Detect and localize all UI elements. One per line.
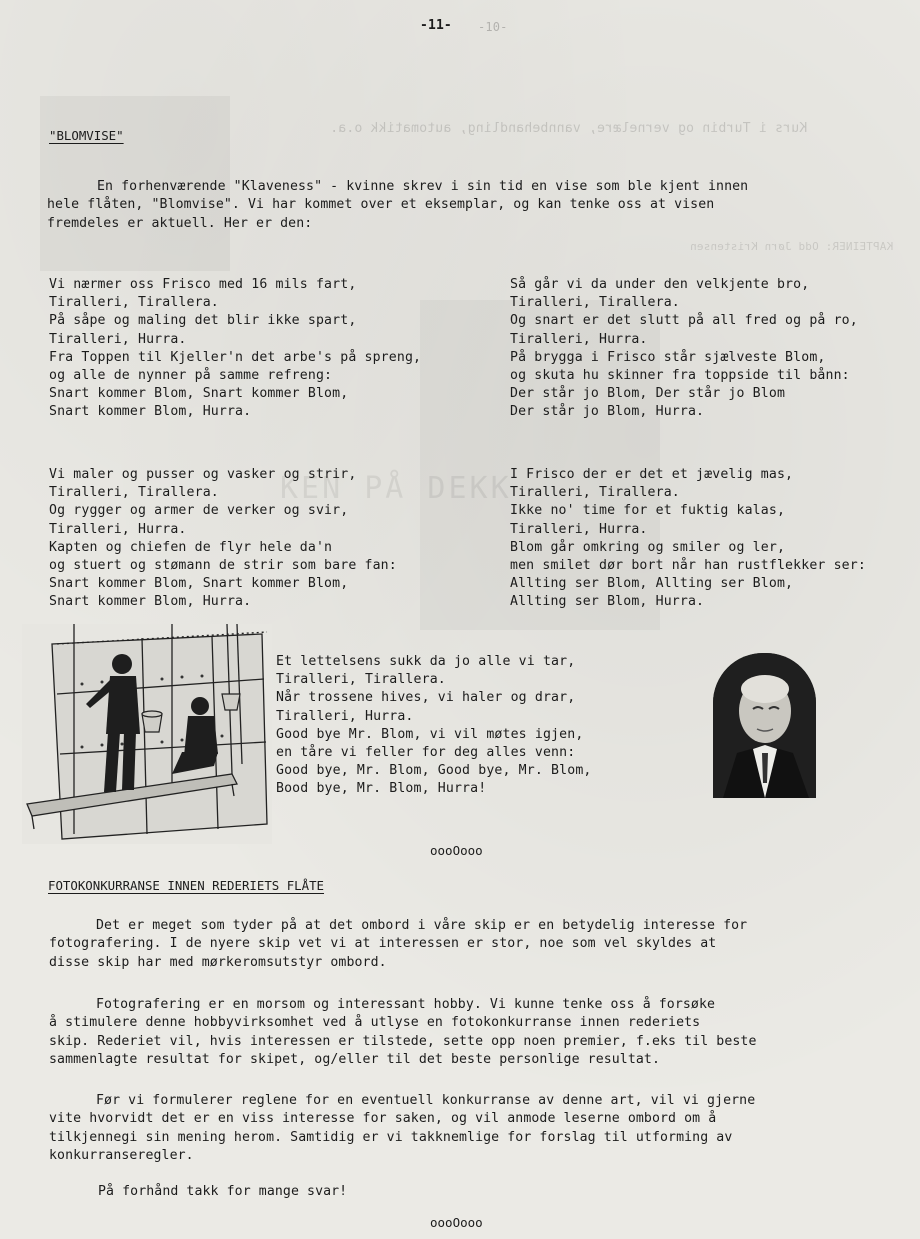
fotokonkurranse-para-2: Fotografering er en morsom og interessant hobby. Vi kunne tenke oss å forsøke å stimulere denne hobbyvirksomhet ved å utlyse en fotokonkurranse innen rederiets skip. Rederiet vil, hvis interessen er tilstede, sette opp noen premier, f.eks til beste sammenlagte resultat for skipet, og/eller til det beste personlige resultat. [49,997,757,1068]
fotokonkurranse-para-1: Det er meget som tyder på at det ombord i våre skip er en betydelig interesse for fotografering. I de nyere skip vet vi at interessen er stor, noe som vel skyldes at disse skip har med mørkeromsutstyr ombord. [49,918,748,970]
separator-2: oooOooo [430,1215,483,1230]
verse-1: Vi nærmer oss Frisco med 16 mils fart, Tiralleri, Tirallera. På såpe og maling det blir ikke spart, Tiralleri, Hurra. Fra Toppen til Kjeller'n det arbe's på spreng, og alle de nynner på samme refreng: Snart kommer Blom, Snart kommer Blom, Snart kommer Blom, Hurra. [49,277,422,420]
verse-2: Så går vi da under den velkjente bro, Tiralleri, Tirallera. Og snart er det slutt på all fred og på ro, Tiralleri, Hurra. På brygga i Frisco står sjælveste Blom, og skuta hu skinner fra toppside til bånn: Der står jo Blom, Der står jo Blom Der står jo Blom, Hurra. [510,277,858,420]
portrait-photo [713,653,816,798]
ghost-page-number: -10- [478,20,508,34]
verse-4: I Frisco der er det et jævelig mas, Tiralleri, Tirallera. Ikke no' time for et fuktig kalas, Tiralleri, Hurra. Blom går omkring og smiler og ler, men smilet dør bort når han rustflekker ser: Allting ser Blom, Allting ser Blom, Allting ser Blom, Hurra. [510,467,866,610]
bleed-through-text-2: KAPTEINER: Odd Jørn Kristensen [690,240,894,253]
section-title-fotokonkurranse: FOTOKONKURRANSE INNEN REDERIETS FLÅTE [48,878,325,893]
separator-1: oooOooo [430,843,483,858]
verse-5: Et lettelsens sukk da jo alle vi tar, Tiralleri, Tirallera. Når trossene hives, vi haler og drar, Tiralleri, Hurra. Good bye Mr. Blom, vi vil møtes igjen, en tåre vi feller for deg alles venn: Good bye, Mr. Blom, Good bye, Mr. Blom, Bood bye, Mr. Blom, Hurra! [276,654,592,797]
fotokonkurranse-para-3: Før vi formulerer reglene for en eventuell konkurranse av denne art, vil vi gjerne vite hvorvidt det er en viss interesse for saken, og vil anmode leserne ombord om å tilkjennegi sin mening herom. Samtidig er vi takknemlige for forslag til utforming av konkurranseregler. [49,1093,756,1164]
bleed-through-text-1: Kurs i Turbin og vernelære, vannbehandling, automatikk o.a. [330,121,808,136]
blomvise-intro: En forhenværende "Klaveness" - kvinne skrev i sin tid en vise som ble kjent innen hele flåten, "Blomvise". Vi har kommet over et eksemplar, og kan tenke oss at visen fremdeles er aktuell. Her er den: [47,179,749,231]
ship-painters-illustration [22,624,272,844]
verse-3: Vi maler og pusser og vasker og strir, Tiralleri, Tirallera. Og rygger og armer de verker og svir, Tiralleri, Hurra. Kapten og chiefen de flyr hele da'n og stuert og stømann de strir som bare fan: Snart kommer Blom, Snart kommer Blom, Snart kommer Blom, Hurra. [49,467,397,610]
bleed-through-text-3: KEN PÅ DEKK [280,471,512,506]
page-number: -11- [420,18,452,33]
section-title-blomvise: "BLOMVISE" [49,128,124,143]
fotokonkurranse-para-4: På forhånd takk for mange svar! [98,1184,348,1199]
